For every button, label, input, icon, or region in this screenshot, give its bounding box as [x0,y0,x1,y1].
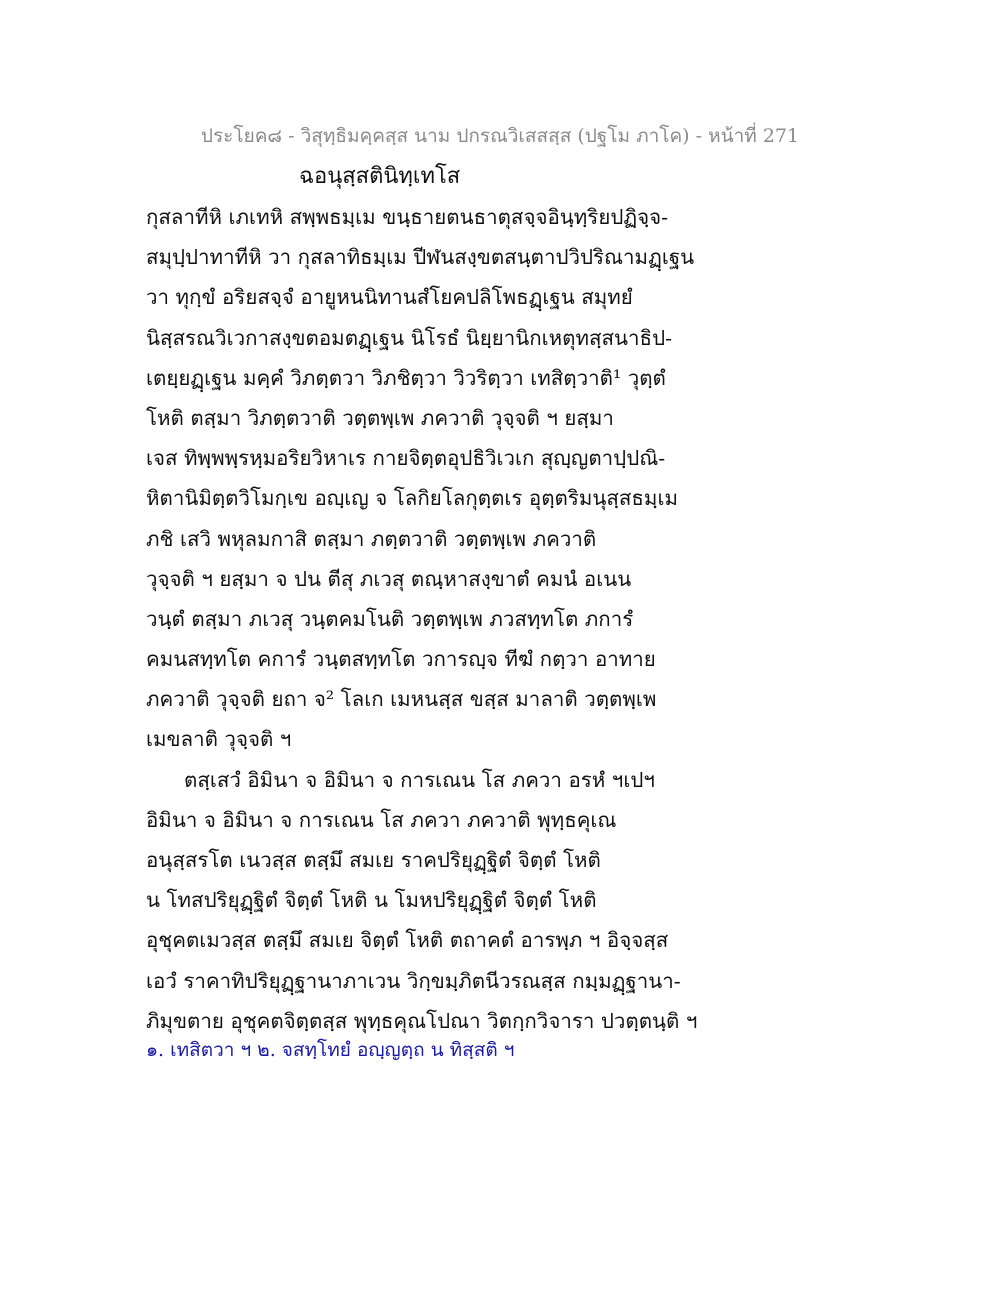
text-line: อนุสฺสรโต เนวสฺส ตสฺมึ สมเย ราคปริยุฏฺฐิตํ จิตฺตํ โหติ [146,848,601,872]
text-line: เมขลาติ วุจฺจติ ฯ [146,727,292,752]
paragraph-2 [146,760,706,1041]
text-line: ภควาติ วุจฺจติ ยถา จ² โลเก เมหนสฺส ขสฺส มาลาติ วตฺตพฺเพ [146,687,657,712]
text-line: อุชุคตเมวสฺส ตสฺมึ สมเย จิตฺตํ โหติ ตถาคตํ อารพฺภ ฯ อิจฺจสฺส [146,928,669,953]
text-line: คมนสทฺทโต คการํ วนฺตสทฺทโต วการญฺจ ทีฆํ กตฺวา อาทาย [146,647,656,672]
text-line: หิตานิมิตฺตวิโมกฺเข อญฺเญ จ โลกิยโลกุตฺตเร อุตฺตริมนุสฺสธมฺเม [146,486,678,511]
text-line: สมุปฺปาทาทีหิ วา กุสลาทิธมฺเม ปีฬนสงฺขตสนฺตาปวิปริณามฏฺเฐน [146,245,695,270]
text-line: โหติ ตสฺมา วิภตฺตวาติ วตฺตพฺเพ ภควาติ วุจฺจติ ฯ ยสฺมา [146,405,614,430]
text-line: เจส ทิพฺพพฺรหฺมอริยวิหาเร กายจิตฺตอุปธิวิเวเก สุญฺญตาปฺปณิ- [146,446,666,471]
text-line: น โทสปริยุฏฺฐิตํ จิตฺตํ โหติ น โมหปริยุฏฺฐิตํ จิตฺตํ โหติ [146,888,597,913]
section-title: ฉอนุสฺสตินิทฺเทโส [299,164,461,189]
text-line: เตยฺยฏฺเฐน มคฺคํ วิภตฺตวา วิภชิตฺวา วิวริตฺวา เทสิตฺวาติ¹ วุตฺตํ [146,365,666,390]
body-text [146,197,706,1041]
text-line: วา ทุกฺขํ อริยสจฺจํ อายูหนนิทานสํโยคปลิโพธฏฺเฐน สมุทยํ [146,285,633,310]
text-line: วนฺตํ ตสฺมา ภเวสุ วนฺตคมโนติ วตฺตพฺเพ ภวสทฺทโต ภการํ [146,606,634,631]
text-line: เอวํ ราคาทิปริยุฏฺฐานาภาเวน วิกฺขมฺภิตนีวรณสฺส กมฺมฏฺฐานา- [146,968,681,993]
text-line: ภชิ เสวิ พหุลมกาสิ ตสฺมา ภตฺตวาติ วตฺตพฺเพ ภควาติ [146,526,597,551]
text-line: ตสฺเสวํ อิมินา จ อิมินา จ การเณน โส ภควา อรหํ ฯเปฯ [184,767,655,792]
text-line: อิมินา จ อิมินา จ การเณน โส ภควา ภควาติ พุทฺธคุเณ [146,807,617,832]
text-line: นิสฺสรณวิเวกาสงฺขตอมตฏฺเฐน นิโรธํ นิยฺยานิกเหตุทสฺสนาธิป- [146,325,673,350]
text-line: ภิมุขตาย อุชุคตจิตฺตสฺส พุทฺธคุณโปณา วิตกฺกวิจารา ปวตฺตนฺติ ฯ [146,1008,698,1033]
text-line: กุสลาทีหิ เภเทหิ สพฺพธมฺเม ขนฺธายตนธาตุสจฺจอินฺทฺริยปฏิจฺจ- [146,205,669,229]
footnote: ๑. เทสิตวา ฯ ๒. จสทฺโทยํ อญฺญตฺถ น ทิสฺสติ ฯ [146,1039,515,1061]
text-line: วุจฺจติ ฯ ยสฺมา จ ปน ตีสุ ภเวสุ ตณฺหาสงฺขาตํ คมนํ อเนน [146,566,632,591]
page-header: ประโยค๘ - วิสุทฺธิมคฺคสฺส นาม ปกรณวิเสสสฺส (ปฐโม ภาโค) - หน้าที่ 271 [200,125,800,147]
paragraph-1 [146,197,706,760]
